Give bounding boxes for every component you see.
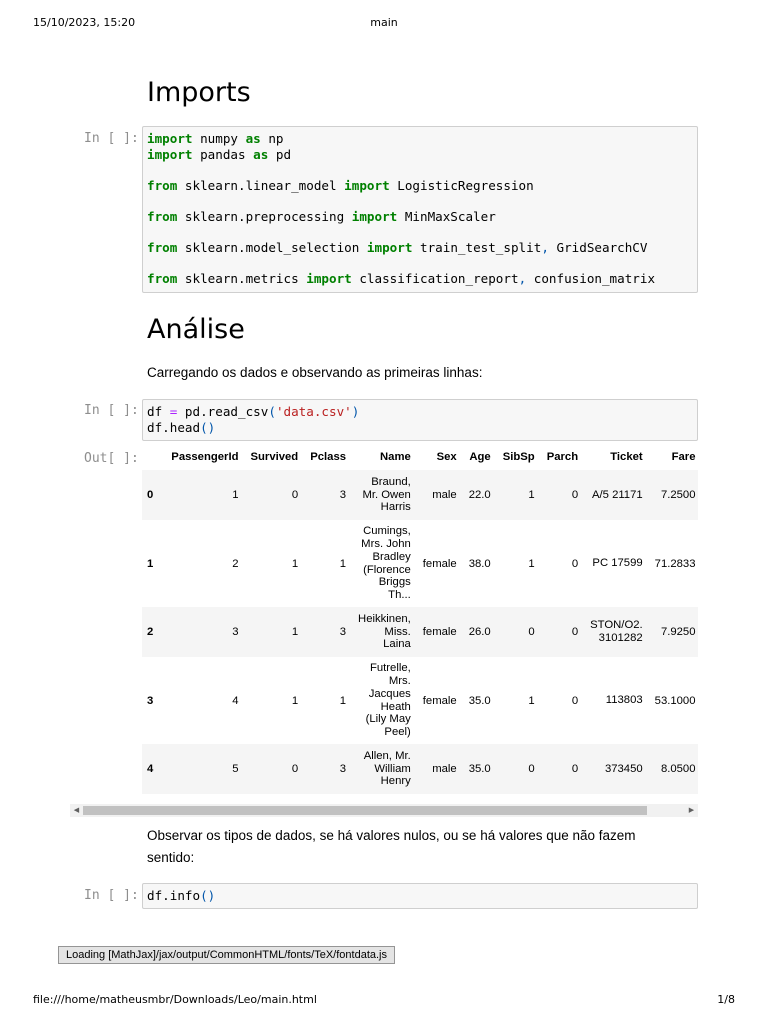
cell-sibsp: 1 (528, 694, 535, 707)
column-header: Pclass (310, 451, 347, 463)
table-row (142, 607, 698, 657)
cell-sex: female (422, 557, 457, 570)
table-row (142, 520, 698, 607)
cell-passengerid: 3 (232, 626, 239, 638)
cell-name: Braund, Mr. Owen Harris (362, 475, 411, 514)
cell-ticket: 373450 (604, 762, 643, 775)
output-prompt: Out[ ]: (84, 451, 139, 466)
column-header: Survived (250, 451, 299, 463)
column-header: Fare (671, 451, 696, 463)
cell-parch: 0 (571, 763, 579, 775)
code-cell-imports[interactable] (142, 126, 698, 293)
cell-name: Heikkinen, Miss. Laina (358, 612, 411, 651)
cell-age: 26.0 (468, 626, 491, 638)
code-line: import numpy as np (147, 131, 284, 146)
column-header: Age (469, 451, 491, 463)
cell-fare: 7.9250 (660, 626, 696, 638)
cell-fare: 8.0500 (660, 763, 696, 775)
column-header: Parch (546, 451, 579, 463)
cell-sibsp: 1 (528, 557, 535, 570)
cell-name: Allen, Mr. William Henry (363, 749, 411, 788)
cell-1-prompt: In [ ]: (84, 131, 139, 146)
row-index: 3 (147, 694, 154, 707)
row-index: 4 (147, 763, 154, 775)
cell-passengerid: 1 (232, 489, 239, 501)
cell-parch: 0 (571, 489, 579, 501)
cell-name: Futrelle, Mrs. Jacques Heath (Lily May Peel) (365, 662, 411, 739)
row-index: 0 (147, 489, 154, 501)
cell-ticket: STON/O2. 3101282 (590, 619, 643, 644)
cell-fare: 53.1000 (654, 694, 696, 707)
cell-pclass: 3 (339, 626, 347, 638)
cell-sex: female (422, 694, 457, 707)
cell-sibsp: 0 (528, 626, 535, 638)
column-header: Ticket (610, 451, 643, 463)
cell-parch: 0 (571, 694, 579, 707)
cell-age: 38.0 (468, 557, 491, 570)
code-line: import pandas as pd (147, 146, 292, 162)
table-row (142, 744, 698, 794)
dataframe-output (142, 444, 698, 794)
print-page-number: 1/8 (717, 993, 735, 1006)
cell-parch: 0 (571, 557, 579, 570)
cell-pclass: 1 (339, 557, 347, 570)
cell-passengerid: 5 (232, 763, 239, 775)
code-line: from sklearn.preprocessing import MinMaxScaler (147, 208, 496, 224)
table-row (142, 657, 698, 744)
column-header: Sex (436, 451, 457, 463)
dataframe-table (142, 444, 698, 794)
cell-age: 35.0 (468, 694, 491, 707)
cell-passengerid: 4 (232, 694, 239, 707)
cell-3-prompt: In [ ]: (84, 888, 139, 903)
cell-age: 22.0 (468, 489, 491, 501)
cell-name: Cumings, Mrs. John Bradley (Florence Briggs Th... (361, 525, 411, 602)
analise-text: Carregando os dados e observando as primeiras linhas: (147, 365, 483, 380)
mathjax-loading-message: Loading [MathJax]/jax/output/CommonHTML/fonts/TeX/fontdata.js (58, 946, 395, 964)
triangle-right-icon[interactable]: ▶ (688, 806, 695, 814)
code-line: df.head() (147, 419, 216, 435)
row-index: 2 (147, 626, 154, 638)
types-text: Observar os tipos de dados, se há valores nulos, ou se há valores que não fazem sentido: (147, 828, 636, 865)
cell-sibsp: 0 (528, 763, 535, 775)
column-header: Name (380, 451, 411, 463)
code-line: from sklearn.linear_model import LogisticRegression (147, 177, 534, 193)
cell-survived: 0 (291, 489, 299, 501)
print-title: main (370, 16, 398, 29)
cell-pclass: 3 (339, 489, 347, 501)
cell-parch: 0 (571, 626, 579, 638)
cell-survived: 1 (291, 694, 299, 707)
cell-sex: female (422, 626, 457, 638)
code-line: from sklearn.model_selection import train_test_split, GridSearchCV (147, 239, 648, 255)
cell-ticket: PC 17599 (592, 557, 643, 569)
row-index: 1 (147, 557, 154, 570)
cell-ticket: A/5 21171 (591, 488, 643, 501)
cell-ticket: 113803 (605, 694, 643, 706)
cell-sex: male (432, 489, 457, 501)
code-cell-read-csv[interactable] (142, 399, 698, 441)
code-line: df.info() (147, 888, 216, 903)
cell-survived: 1 (291, 557, 299, 570)
table-row (142, 470, 698, 520)
column-header: SibSp (502, 451, 535, 463)
cell-fare: 7.2500 (660, 489, 696, 501)
cell-survived: 0 (291, 763, 299, 775)
cell-survived: 1 (291, 626, 299, 638)
cell-sibsp: 1 (528, 489, 535, 501)
code-line: df = pd.read_csv('data.csv') (147, 404, 360, 419)
cell-passengerid: 2 (232, 557, 239, 570)
cell-2-prompt: In [ ]: (84, 403, 139, 418)
imports-heading: Imports (147, 77, 251, 108)
triangle-left-icon[interactable]: ◀ (73, 806, 80, 814)
column-header (142, 444, 159, 470)
column-header: PassengerId (171, 451, 239, 463)
cell-sex: male (432, 763, 457, 775)
cell-age: 35.0 (468, 763, 491, 775)
cell-pclass: 3 (339, 763, 347, 775)
table-header-row (142, 444, 698, 470)
analise-heading: Análise (147, 314, 245, 345)
code-cell-info[interactable] (142, 883, 698, 909)
cell-fare: 71.2833 (654, 557, 696, 570)
cell-pclass: 1 (339, 694, 347, 707)
print-file-path: file:///home/matheusmbr/Downloads/Leo/main.html (33, 993, 317, 1006)
print-datetime: 15/10/2023, 15:20 (33, 16, 136, 29)
scrollbar-thumb[interactable] (83, 806, 647, 815)
code-line: from sklearn.metrics import classification_report, confusion_matrix (147, 270, 656, 286)
horizontal-scrollbar[interactable] (70, 804, 698, 817)
